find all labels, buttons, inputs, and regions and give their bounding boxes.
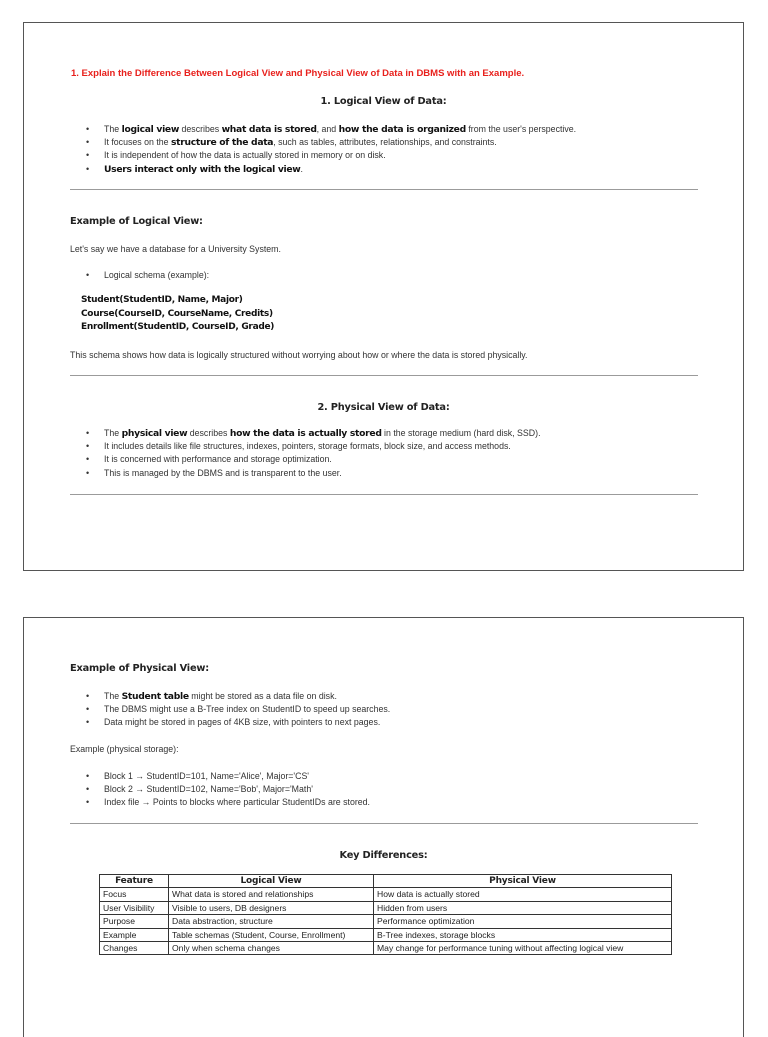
physical-view-heading: 2. Physical View of Data: [317,402,450,413]
question-title: 1. Explain the Difference Between Logical View and Physical View of Data in DBMS with an Example. [71,68,525,79]
table-cell: Data abstraction, structure [169,915,374,928]
table-row [100,942,672,955]
logical-view-heading: 1. Logical View of Data: [320,96,447,107]
storage-bullets [86,770,370,810]
bullet-item: • Index file → Points to blocks where particular StudentIDs are stored. [86,796,370,809]
bullet-item: • Logical schema (example): [86,269,209,282]
bullet-item: • It includes details like file structures, indexes, pointers, storage formats, block size, and access methods. [86,440,541,453]
example-logical-intro: Let's say we have a database for a University System. [70,244,281,254]
section-divider [70,823,698,824]
table-cell: How data is actually stored [374,888,672,901]
document-page-1 [23,22,744,571]
logical-schema-block [81,294,274,335]
schema-note: This schema shows how data is logically structured without worrying about how or where the data is stored physically. [70,350,528,360]
table-row [100,915,672,928]
schema-line: Enrollment(StudentID, CourseID, Grade) [81,322,275,332]
schema-line: Student(StudentID, Name, Major) [81,295,243,305]
table-cell: May change for performance tuning without affecting logical view [374,942,672,955]
table-cell: Only when schema changes [169,942,374,955]
bullet-item: • Block 2 → StudentID=102, Name='Bob', Major='Math' [86,783,370,796]
table-cell: Visible to users, DB designers [169,901,374,914]
bullet-item: • The logical view describes what data is stored, and how the data is organized from the user's perspective. [86,123,576,136]
bullet-item: • Data might be stored in pages of 4KB size, with pointers to next pages. [86,716,390,729]
bullet-item: • It is independent of how the data is actually stored in memory or on disk. [86,149,576,162]
table-cell: Purpose [100,915,169,928]
table-cell: Focus [100,888,169,901]
table-cell: What data is stored and relationships [169,888,374,901]
bullet-item: • It focuses on the structure of the data, such as tables, attributes, relationships, and constraints. [86,136,576,149]
schema-line: Course(CourseID, CourseName, Credits) [81,308,273,319]
section-divider [70,375,698,376]
section-divider [70,494,698,495]
table-cell: Hidden from users [374,901,672,914]
bullet-item: • Block 1 → StudentID=101, Name='Alice', Major='CS' [86,770,370,783]
bullet-item: • The DBMS might use a B-Tree index on StudentID to speed up searches. [86,703,390,716]
bullet-item: • The Student table might be stored as a data file on disk. [86,690,390,703]
example-physical-heading: Example of Physical View: [70,663,209,674]
bullet-item: • It is concerned with performance and storage optimization. [86,453,541,466]
example-logical-heading: Example of Logical View: [70,216,203,227]
schema-bullet-list [86,269,209,282]
storage-example-intro: Example (physical storage): [70,744,179,754]
logical-view-bullets [86,123,576,176]
physical-view-bullets [86,427,541,480]
table-cell: Table schemas (Student, Course, Enrollment) [169,928,374,941]
bullet-item: • Users interact only with the logical view. [86,163,576,176]
table-cell: B-Tree indexes, storage blocks [374,928,672,941]
table-header-row [100,875,672,888]
table-cell: Example [100,928,169,941]
table-cell: Performance optimization [374,915,672,928]
physical-example-bullets [86,690,390,730]
table-row [100,888,672,901]
header-logical-view: Logical View [169,875,374,888]
section-divider [70,189,698,190]
bullet-item: • The physical view describes how the data is actually stored in the storage medium (hard disk, SSD). [86,427,541,440]
table-cell: Changes [100,942,169,955]
document-page-2 [23,617,744,1037]
table-row [100,901,672,914]
key-differences-table [99,874,672,955]
header-feature: Feature [100,875,169,888]
table-cell: User Visibility [100,901,169,914]
table-row [100,928,672,941]
key-differences-heading: Key Differences: [339,850,428,861]
header-physical-view: Physical View [374,875,672,888]
bullet-item: • This is managed by the DBMS and is transparent to the user. [86,467,541,480]
